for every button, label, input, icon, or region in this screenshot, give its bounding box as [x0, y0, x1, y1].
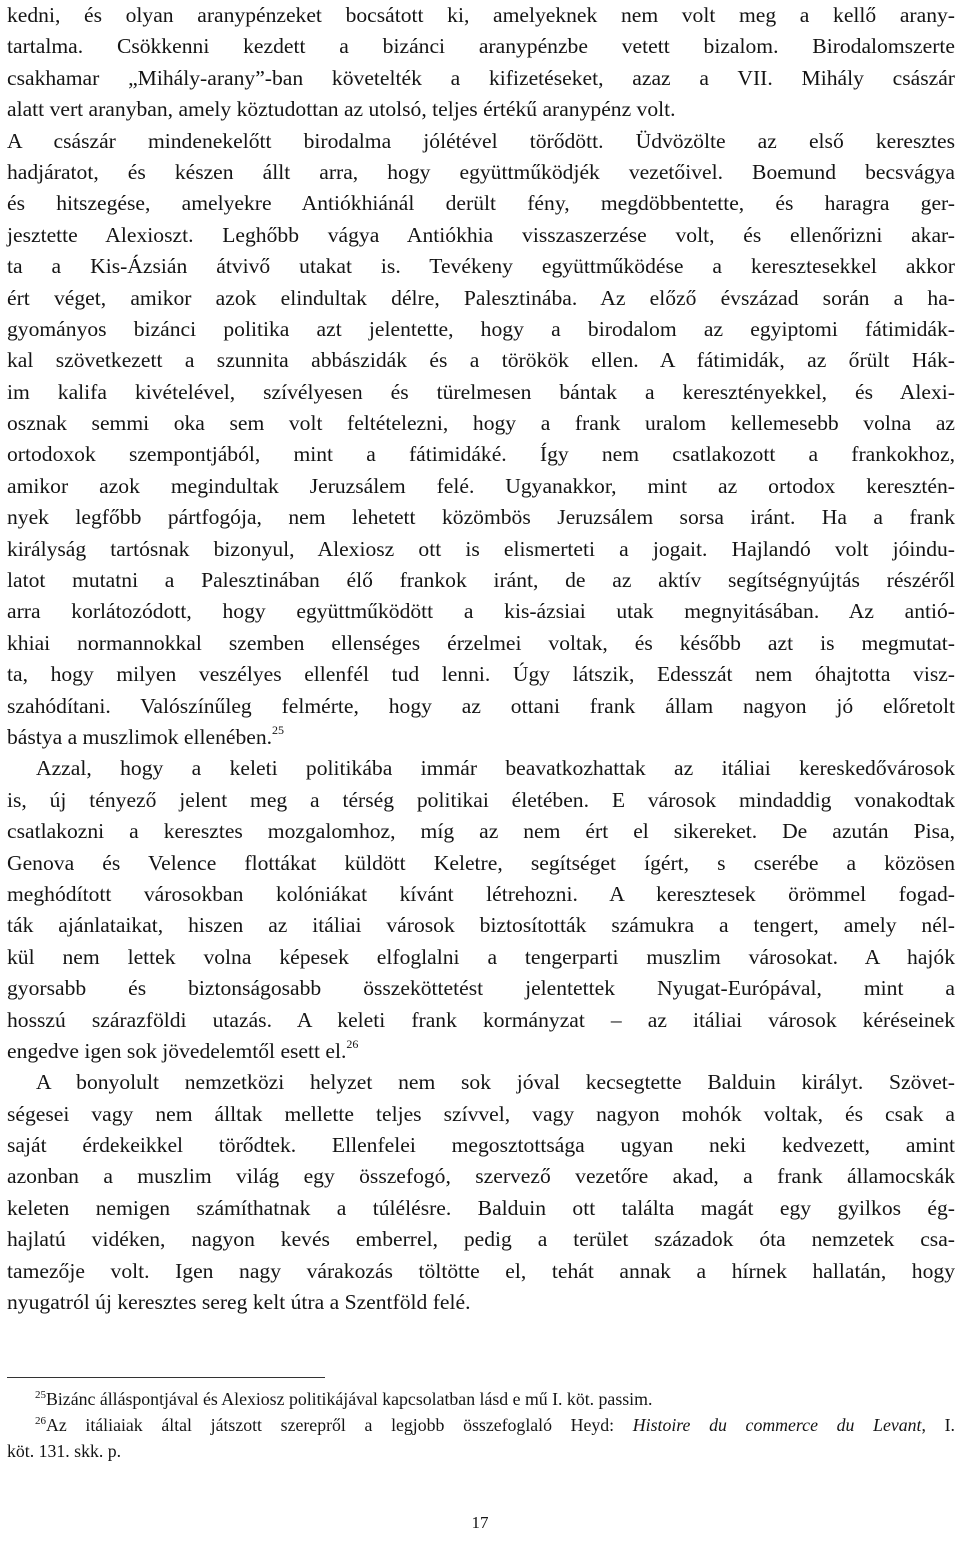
text-line: ségesei vagy nem álltak mellette teljes szívvel, vagy nagyon mohók voltak, és csak a — [7, 1101, 955, 1126]
footnote-text: Az itáliaiak által játszott szerepről a legjobb összefoglaló Heyd: — [46, 1415, 633, 1435]
footnote-text: , I. — [921, 1415, 955, 1435]
text-line: Genova és Velence flottákat küldött Keletre, segítséget ígért, s cserébe a közösen — [7, 850, 955, 875]
text-line: saját érdekeikkel törődtek. Ellenfelei megosztottsága ugyan neki kedvezett, amint — [7, 1133, 955, 1158]
text-line: szahódítani. Valószínűleg felmérte, hogy az ottani frank állam nagyon jó előretolt — [7, 693, 955, 718]
text-line: A császár mindenekelőtt birodalma jólétével törődött. Üdvözölte az első keresztes — [7, 128, 955, 153]
text-line — [7, 722, 955, 753]
body-text — [7, 0, 955, 1318]
text-line: királyság tartósnak bizonyul, Alexiosz ott is elismerteti a jogait. Hajlandó volt jóindu- — [7, 536, 955, 561]
text-line: hajlatú vidéken, nagyon kevés emberrel, pedig a terület századok óta nemzetek csa- — [7, 1227, 955, 1252]
text-line: jesztette Alexioszt. Leghőbb vágya Antiókhia visszaszerzése volt, és ellenőrizni akar- — [7, 222, 955, 247]
text-line: és hitszegése, amelyekre Antiókhiánál derült fény, megdöbbentette, és haragra ger- — [7, 191, 955, 216]
page-number: 17 — [471, 1513, 489, 1532]
text-line: is, új tényező jelent meg a térség politikai életében. E városok mindaddig vonakodtak — [7, 787, 955, 812]
line-text: engedve igen sok jövedelemtől esett el. — [7, 1038, 347, 1063]
footnotes — [7, 1386, 955, 1464]
text-line: latot mutatni a Palesztinában élő frankok iránt, de az aktív segítségnyújtás részéről — [7, 568, 955, 593]
text-line: A bonyolult nemzetközi helyzet nem sok jóval kecsegtette Balduin királyt. Szövet- — [36, 1070, 955, 1095]
cited-work-title: Histoire du commerce du Levant — [632, 1415, 922, 1435]
text-line: gyorsabb és biztonságosabb összeköttetést jelentettek Nyugat-Európával, mint a — [7, 976, 955, 1001]
footnote-reference[interactable]: 25 — [272, 722, 285, 737]
text-line: ortodoxok szempontjából, mint a fátimidáké. Így nem csatlakozott a frankokhoz, — [7, 442, 955, 467]
text-line: Azzal, hogy a keleti politikába immár beavatkozhattak az itáliai kereskedővárosok — [36, 756, 955, 781]
footnote-mark: 25 — [35, 1389, 46, 1401]
footnote-mark: 26 — [35, 1415, 46, 1427]
text-line: khiai normannokkal szemben ellenséges érzelmei voltak, és később azt is megmutat- — [7, 630, 955, 655]
text-line: kal szövetkezett a szunnita abbászidák és a törökök ellen. A fátimidák, az őrült Hák- — [7, 348, 955, 373]
text-line: hosszú szárazföldi utazás. A keleti frank kormányzat – az itáliai városok kéréseinek — [7, 1007, 955, 1032]
text-line: im kalifa kivételével, szívélyesen és türelmesen bántak a keresztényekkel, és Alexi- — [7, 379, 955, 404]
text-line: csakhamar „Mihály-arany”-ban követelték a kifizetéseket, azaz a VII. Mihály császár — [7, 65, 955, 90]
footnote-25 — [7, 1386, 955, 1412]
text-line: ták ajánlataikat, hiszen az itáliai városok biztosították számukra a tengert, amely nél- — [7, 913, 955, 938]
footnote-26 — [7, 1412, 955, 1438]
text-line: osznak semmi oka sem volt feltételezni, hogy a frank uralom kellemesebb volna az — [7, 411, 955, 436]
text-line: amikor azok megindultak Jeruzsálem felé. Ugyanakkor, mint az ortodox keresztén- — [7, 473, 955, 498]
text-line: kedni, és olyan aranypénzeket bocsátott ki, amelyeknek nem volt meg a kellő arany- — [7, 3, 955, 27]
text-line: alatt vert aranyban, amely köztudottan az utolsó, teljes értékű aranypénz volt. — [7, 97, 676, 122]
text-line: azonban a muszlim világ egy összefogó, szervező vezetőre akad, a frank államocskák — [7, 1164, 955, 1189]
footnote-text: Bizánc álláspontjával és Alexiosz politikájával kapcsolatban lásd e mű I. köt. passim. — [46, 1389, 653, 1409]
text-line: ta, hogy milyen veszélyes ellenfél tud lenni. Úgy látszik, Edesszát nem óhajtotta visz- — [7, 662, 955, 687]
text-line: ért véget, amikor azok elindultak délre, Palesztinába. Az előző évszázad során a ha- — [7, 285, 955, 310]
text-line: keleten nemigen számíthatnak a túlélésre. Balduin ott találta magát egy gyilkos ég- — [7, 1195, 955, 1220]
text-line: tamezője volt. Igen nagy várakozás töltötte el, tehát annak a hírnek hallatán, hogy — [7, 1258, 955, 1283]
footnote-separator — [7, 1377, 325, 1378]
text-line: ta a Kis-Ázsián átvivő utakat is. Tevékeny együttműködése a keresztesekkel akkor — [7, 254, 955, 279]
text-line: gyományos bizánci politika azt jelentette, hogy a birodalom az egyiptomi fátimidák- — [7, 316, 955, 341]
text-line: meghódított városokban kolóniákat kívánt létrehozni. A keresztesek örömmel fogad- — [7, 881, 955, 906]
text-line: kül nem lettek volna képesek elfoglalni a tengerparti muszlim városokat. A hajók — [7, 944, 955, 969]
text-line: csatlakozni a keresztes mozgalomhoz, míg az nem ért el sikereket. De azután Pisa, — [7, 819, 955, 844]
text-line: nyek legfőbb pártfogója, nem lehetett közömbös Jeruzsálem sorsa iránt. Ha a frank — [7, 505, 955, 530]
footnote-continuation: köt. 131. skk. p. — [7, 1441, 122, 1461]
text-line: nyugatról új keresztes sereg kelt útra a Szentföld felé. — [7, 1290, 471, 1315]
text-line — [7, 1036, 955, 1067]
text-line: hadjáratot, és készen állt arra, hogy együttműködjék vezetőivel. Boemund becsvágya — [7, 159, 955, 184]
footnote-reference[interactable]: 26 — [346, 1036, 359, 1051]
text-line: arra korlátozódott, hogy együttműködött a kis-ázsiai utak megnyitásában. Az antió- — [7, 599, 955, 624]
line-text: bástya a muszlimok ellenében. — [7, 724, 273, 749]
text-line: tartalma. Csökkenni kezdett a bizánci aranypénzbe vetett bizalom. Birodalomszerte — [7, 34, 955, 59]
